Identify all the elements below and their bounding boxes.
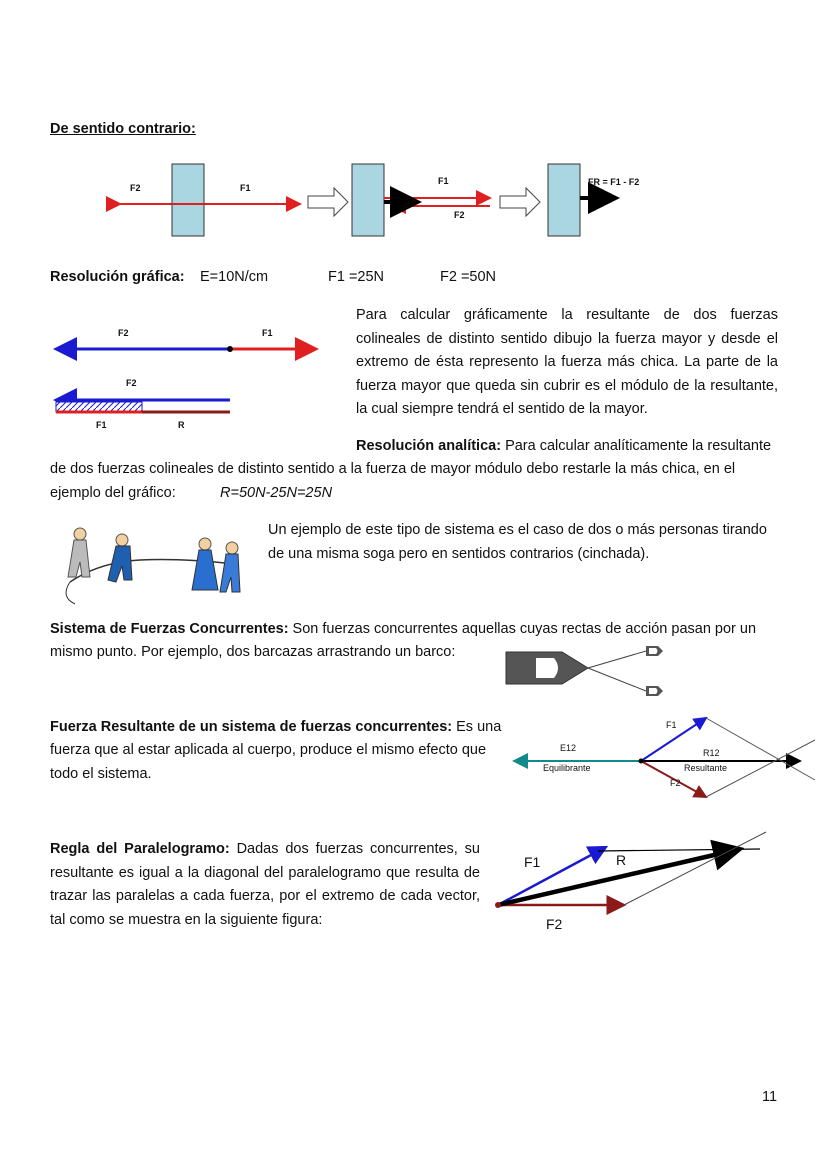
fig2-label-f1b: F1 <box>96 420 107 430</box>
fig4-label-f1: F1 <box>524 854 541 870</box>
fig4-label-f2: F2 <box>546 916 563 932</box>
fig1-label-f2: F2 <box>130 183 141 193</box>
para-grafica: Para calcular gráficamente la resultante de dos fuerzas colineales de distinto sentido dibujo la fuerza mayor y desde el extremo de ésta represento la fuerza más chica. La parte de la fuerza mayor que queda sin cubrir es el módulo de la resultante, la cual siempre tendrá el sentido de la mayor. <box>356 307 778 417</box>
fig2-label-f1: F1 <box>262 328 273 338</box>
fig1-label-fr: FR = F1 - F2 <box>588 177 640 187</box>
fig3-label-r12: R12 <box>703 748 720 758</box>
concurrentes-text2: mismo punto. Por ejemplo, dos barcazas arrastrando un barco: <box>50 644 456 660</box>
resultante-text3: todo el sistema. <box>50 766 152 782</box>
paralelogramo-label: Regla del Paralelogramo: <box>50 841 230 857</box>
resultante-label: Fuerza Resultante de un sistema de fuerzas concurrentes: <box>50 719 453 735</box>
fig1-label-f1: F1 <box>240 183 251 193</box>
fig2-label-f2b: F2 <box>126 378 137 388</box>
fig3-label-f1: F1 <box>666 720 677 730</box>
fig3-label-f2: F2 <box>670 778 681 788</box>
section-title: De sentido contrario: <box>50 121 196 137</box>
analitica-text2: de dos fuerzas colineales de distinto sentido a la fuerza de mayor módulo debo restarle la más chica, en el <box>50 461 736 477</box>
fig4-label-r: R <box>616 852 627 868</box>
fig1-label-f1b: F1 <box>438 176 449 186</box>
concurrentes-label: Sistema de Fuerzas Concurrentes: <box>50 621 289 637</box>
resolucion-f1: F1 =25N <box>328 269 385 285</box>
fig3-label-e12: E12 <box>560 743 577 753</box>
fig2-label-r: R <box>178 420 185 430</box>
fig3-label-resultante: Resultante <box>684 763 728 773</box>
analitica-label: Resolución analítica: <box>356 438 502 454</box>
page-number: 11 <box>762 1089 778 1105</box>
fig3-label-equilibrante: Equilibrante <box>543 763 591 773</box>
analitica-text1: Para calcular analíticamente la resultante <box>501 438 772 454</box>
fig2-label-f2: F2 <box>118 328 129 338</box>
resultante-text1: Es una <box>452 719 502 735</box>
paralelogramo-text: Dadas dos fuerzas concurrentes, su resultante es igual a la diagonal del paralelogramo que resulta de trazar las paralelas a cada fuerza, por el extremo de cada vector, tal como se muestra en la siguiente figura: <box>50 841 480 928</box>
resolucion-f2: F2 =50N <box>440 269 497 285</box>
resultante-text2: fuerza que al estar aplicada al cuerpo, produce el mismo efecto que <box>50 742 487 758</box>
resolucion-label: Resolución gráfica: <box>50 269 185 285</box>
analitica-formula: R=50N-25N=25N <box>220 485 333 501</box>
fig1-label-f2b: F2 <box>454 210 465 220</box>
resolucion-scale: E=10N/cm <box>200 269 269 285</box>
cinchada-text: Un ejemplo de este tipo de sistema es el caso de dos o más personas tirando de una misma soga pero en sentidos contrarios (cinchada). <box>268 522 767 562</box>
concurrentes-text1: Son fuerzas concurrentes aquellas cuyas rectas de acción pasan por un <box>288 621 757 637</box>
analitica-text3: ejemplo del gráfico: <box>50 485 176 501</box>
